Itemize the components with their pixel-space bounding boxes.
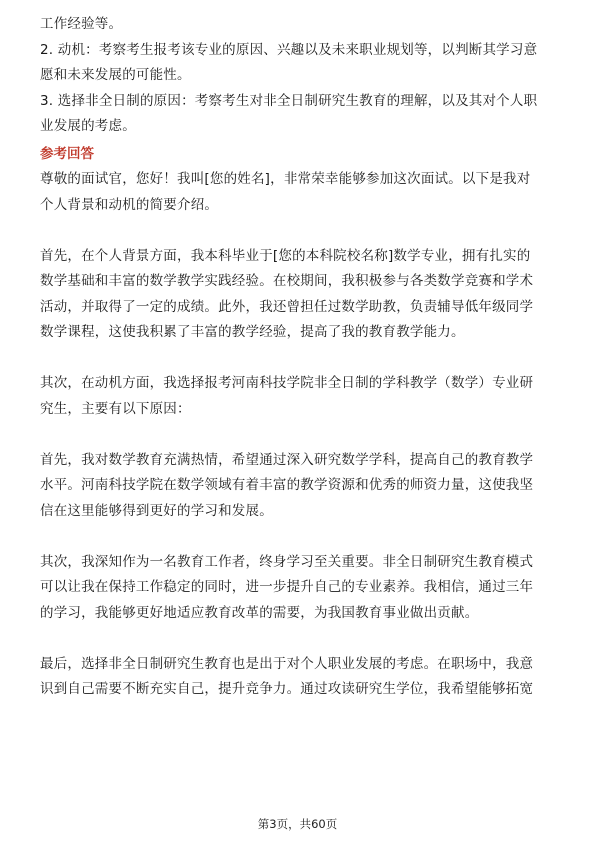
text-line: 首先，我对数学教育充满热情，希望通过深入研究数学学科，提高自己的教育教学 (40, 451, 534, 468)
text-line: 水平。河南科技学院在数学领域有着丰富的教学资源和优秀的师资力量，这使我坚 (40, 477, 534, 493)
intro-section (40, 12, 560, 140)
text-line: 其次，我深知作为一名教育工作者，终身学习至关重要。非全日制研究生教育模式 (40, 553, 534, 570)
text-line: 数学课程，这使我积累了丰富的教学经验，提高了我的教育教学能力。 (40, 324, 465, 340)
text-line: 首先，在个人背景方面，我本科毕业于[您的本科院校名称]数学专业，拥有扎实的 (40, 247, 531, 264)
text-line: 尊敬的面试官，您好！我叫[您的姓名]，非常荣幸能够参加这次面试。以下是我对 (40, 171, 531, 187)
text-line: 其次，在动机方面，我选择报考河南科技学院非全日制的学科教学（数学）专业研 (40, 375, 534, 391)
text-line: 个人背景和动机的简要介绍。 (40, 196, 219, 213)
text-line: 识到自己需要不断充实自己，提升竞争力。通过攻读研究生学位，我希望能够拓宽 (40, 681, 534, 697)
paragraph-gap (40, 524, 560, 550)
text-line: 3. 选择非全日制的原因：考察考生对非全日制研究生教育的理解，以及其对个人职 (40, 92, 538, 109)
text-line: 2. 动机：考察考生报考该专业的原因、兴趣以及未来职业规划等，以判断其学习意 (40, 41, 538, 58)
text-line: 信在这里能够得到更好的学习和发展。 (40, 502, 273, 519)
paragraph (40, 448, 560, 525)
text-line: 的学习，我能够更好地适应教育改革的需要，为我国教育事业做出贡献。 (40, 604, 479, 621)
text-line: 愿和未来发展的可能性。 (40, 67, 191, 83)
page-number-footer: 第3页，共60页 (257, 817, 338, 831)
document-page (40, 12, 560, 703)
text-line: 活动，并取得了一定的成绩。此外，我还曾担任过数学助教，负责辅导低年级同学 (40, 298, 534, 315)
answer-heading: 参考回答 (40, 145, 94, 162)
paragraph-gap (40, 422, 560, 448)
paragraph-gap (40, 626, 560, 652)
text-line: 数学基础和丰富的数学教学实践经验。在校期间，我积极参与各类数学竞赛和学术 (40, 273, 534, 289)
paragraph (40, 167, 560, 218)
paragraph (40, 244, 560, 346)
text-line: 可以让我在保持工作稳定的同时，进一步提升自己的专业素养。我相信，通过三年 (40, 579, 534, 595)
paragraph (40, 550, 560, 627)
paragraph-gap (40, 346, 560, 372)
paragraph-gap (40, 218, 560, 244)
paragraph (40, 652, 560, 703)
text-line: 最后，选择非全日制研究生教育也是出于对个人职业发展的考虑。在职场中，我意 (40, 655, 534, 672)
text-line: 工作经验等。 (40, 16, 123, 32)
paragraph (40, 371, 560, 422)
text-line: 业发展的考虑。 (40, 118, 136, 134)
text-line: 究生，主要有以下原因： (40, 400, 191, 417)
